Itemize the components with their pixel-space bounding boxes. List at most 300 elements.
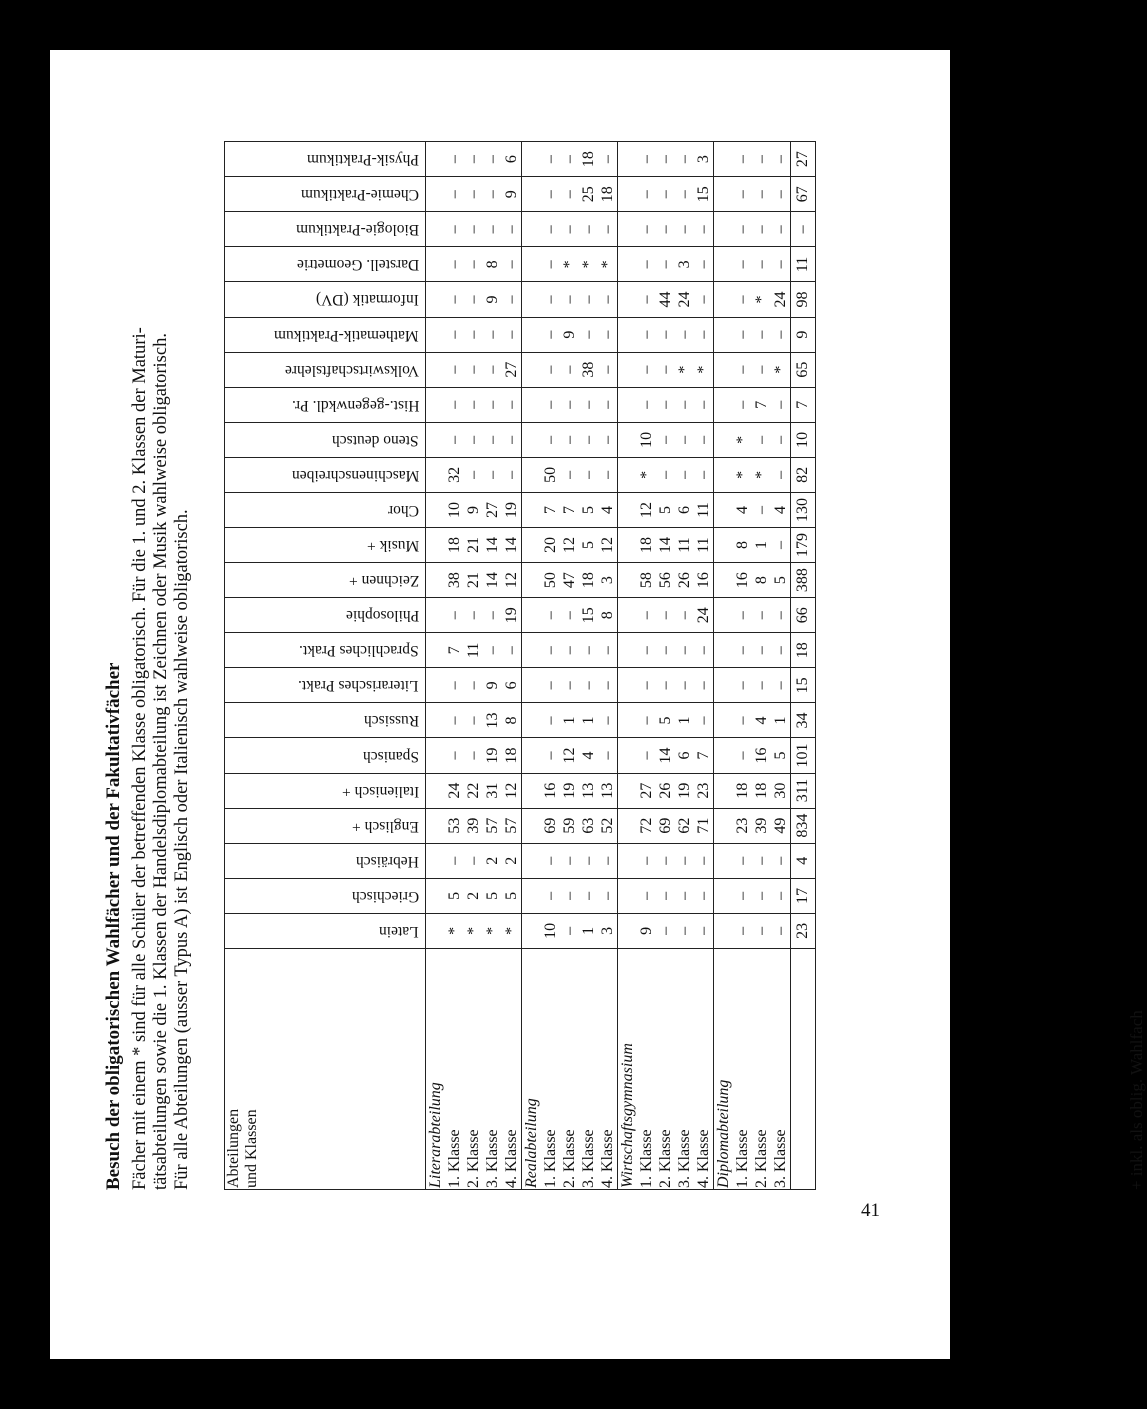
table-cell [618, 703, 714, 738]
cell-value: – [542, 681, 559, 690]
cell-value: 4 [580, 751, 597, 760]
cell-value: – [753, 856, 770, 865]
corner-label: und Klassen [243, 1109, 260, 1188]
cell-spacer [426, 459, 445, 491]
cell-value: – [695, 470, 712, 479]
corner-header [225, 948, 426, 1189]
cell-spacer [618, 669, 637, 701]
cell-value: – [638, 400, 655, 409]
cell-value: – [599, 470, 616, 479]
cell-value: 58 [638, 572, 655, 589]
cell-value: – [542, 646, 559, 655]
cell-spacer [426, 213, 445, 245]
cell-value: – [580, 435, 597, 444]
cell-spacer [522, 775, 541, 807]
cell-value: – [542, 295, 559, 304]
cell-value: – [772, 856, 789, 865]
cell-value: 18 [734, 782, 751, 799]
table-cell [426, 282, 522, 317]
table-cell [618, 808, 714, 843]
cell-value: 12 [503, 572, 520, 589]
cell-spacer [522, 494, 541, 526]
total-cell: 82 [791, 457, 816, 492]
cell-spacer [618, 319, 637, 351]
column-label: Latein [379, 922, 419, 940]
cell-value: 19 [503, 607, 520, 624]
cell-spacer [426, 704, 445, 736]
cell-value: * [734, 470, 751, 479]
table-cell [618, 563, 714, 598]
total-cell: 179 [791, 528, 816, 563]
cell-spacer [522, 213, 541, 245]
table-cell [426, 422, 522, 457]
cell-value: – [657, 400, 674, 409]
cell-value: – [676, 330, 693, 339]
cell-spacer [426, 669, 445, 701]
total-cell: 130 [791, 492, 816, 527]
total-cell: 65 [791, 352, 816, 387]
cell-value: – [638, 751, 655, 760]
class-label: 2. Klasse [753, 1129, 770, 1188]
cell-value: – [542, 155, 559, 164]
cell-value: * [484, 926, 501, 935]
cell-value: – [542, 435, 559, 444]
table-cell [522, 317, 618, 352]
column-label: Chemie-Praktikum [301, 186, 419, 204]
cell-value: 49 [772, 817, 789, 834]
column-header [225, 913, 426, 948]
total-cell: 15 [791, 668, 816, 703]
table-cell [714, 878, 791, 913]
cell-value: 7 [753, 400, 770, 409]
cell-spacer [618, 494, 637, 526]
cell-value: – [772, 926, 789, 935]
cell-value: – [676, 681, 693, 690]
table-cell [714, 282, 791, 317]
cell-spacer [522, 634, 541, 666]
cell-value: – [676, 891, 693, 900]
table-cell [522, 247, 618, 282]
cell-value: – [657, 330, 674, 339]
table-cell [522, 492, 618, 527]
cell-value: 5 [484, 891, 501, 900]
cell-value: – [638, 330, 655, 339]
cell-spacer [522, 739, 541, 771]
cell-spacer [618, 389, 637, 421]
cell-value: 5 [657, 505, 674, 514]
table-cell [714, 668, 791, 703]
cell-value: – [503, 470, 520, 479]
table-cell [522, 703, 618, 738]
cell-value: 9 [503, 190, 520, 199]
cell-value: – [542, 225, 559, 234]
cell-value: – [561, 190, 578, 199]
table-cell [618, 422, 714, 457]
cell-value: 5 [772, 576, 789, 585]
cell-value: – [465, 260, 482, 269]
cell-value: – [599, 365, 616, 374]
total-cell: 834 [791, 808, 816, 843]
table-cell [618, 633, 714, 668]
cell-value: 31 [484, 782, 501, 799]
cell-spacer [618, 599, 637, 631]
cell-value: – [599, 891, 616, 900]
intro-line: Für alle Abteilungen (ausser Typus A) ist Englisch oder Italienisch wahlweise obligatorisch. [172, 509, 192, 1190]
column-header [225, 773, 426, 808]
table-cell [618, 247, 714, 282]
column-header [225, 457, 426, 492]
cell-value: – [772, 330, 789, 339]
cell-value: – [657, 225, 674, 234]
cell-value: 5 [503, 891, 520, 900]
cell-value: – [465, 751, 482, 760]
cell-value: 1 [772, 716, 789, 725]
cell-value: – [676, 646, 693, 655]
cell-value: 14 [503, 537, 520, 554]
cell-value: 57 [484, 817, 501, 834]
cell-value: 62 [676, 817, 693, 834]
column-label: Sprachliches Prakt. [299, 642, 419, 660]
cell-value: – [734, 891, 751, 900]
table-cell [522, 738, 618, 773]
cell-value: – [446, 856, 463, 865]
cell-value: 7 [561, 505, 578, 514]
cell-value: – [580, 400, 597, 409]
page-title: Besuch der obligatorischen Wahlfächer und der Fakultativfächer [103, 662, 124, 1190]
cell-value: – [734, 716, 751, 725]
cell-value: – [446, 400, 463, 409]
cell-spacer [426, 529, 445, 561]
cell-value: 27 [484, 501, 501, 518]
cell-value: – [503, 295, 520, 304]
cell-value: – [561, 435, 578, 444]
cell-value: – [638, 225, 655, 234]
table-cell [522, 528, 618, 563]
class-label: 2. Klasse [561, 1129, 578, 1188]
table-cell [426, 177, 522, 212]
cell-value: – [542, 716, 559, 725]
cell-value: – [772, 611, 789, 620]
column-header [225, 177, 426, 212]
cell-value: – [503, 260, 520, 269]
cell-value: 1 [676, 716, 693, 725]
cell-value: 5 [657, 716, 674, 725]
table-cell [714, 247, 791, 282]
cell-value: 26 [657, 782, 674, 799]
cell-value: – [695, 681, 712, 690]
cell-spacer [618, 915, 637, 947]
table-cell [618, 738, 714, 773]
cell-value: 19 [561, 782, 578, 799]
cell-value: 14 [484, 537, 501, 554]
cell-spacer [714, 494, 733, 526]
cell-value: – [657, 856, 674, 865]
cell-value: * [772, 365, 789, 374]
cell-value: 7 [446, 646, 463, 655]
cell-value: 18 [446, 537, 463, 554]
cell-value: 20 [542, 537, 559, 554]
cell-value: – [561, 646, 578, 655]
cell-value: – [638, 716, 655, 725]
cell-value: 6 [503, 681, 520, 690]
cell-value: 4 [734, 505, 751, 514]
cell-value: – [734, 611, 751, 620]
table-cell [426, 492, 522, 527]
cell-spacer [618, 354, 637, 386]
cell-value: – [503, 225, 520, 234]
total-cell: 311 [791, 773, 816, 808]
cell-value: – [753, 505, 770, 514]
total-cell: 388 [791, 563, 816, 598]
cell-value: 16 [542, 782, 559, 799]
table-cell [618, 212, 714, 247]
cell-spacer [714, 529, 733, 561]
cell-value: – [465, 155, 482, 164]
cell-value: 39 [753, 817, 770, 834]
cell-value: – [484, 225, 501, 234]
cell-value: – [734, 926, 751, 935]
cell-value: – [772, 891, 789, 900]
cell-spacer [618, 564, 637, 596]
cell-spacer [618, 424, 637, 456]
cell-value: 12 [599, 537, 616, 554]
column-label: Chor [388, 501, 419, 519]
column-header [225, 492, 426, 527]
table-cell [714, 703, 791, 738]
cell-value: – [484, 155, 501, 164]
cell-value: 38 [580, 361, 597, 378]
table-cell [522, 633, 618, 668]
cell-value: – [772, 400, 789, 409]
column-label: Volkswirtschaftslehre [284, 361, 419, 379]
cell-value: – [484, 646, 501, 655]
table-cell [426, 878, 522, 913]
total-cell: 27 [791, 142, 816, 177]
cell-spacer [618, 213, 637, 245]
cell-spacer [426, 915, 445, 947]
group-name: Realabteilung [523, 1098, 540, 1188]
cell-value: – [676, 856, 693, 865]
cell-value: – [657, 190, 674, 199]
column-header [225, 633, 426, 668]
cell-value: – [542, 751, 559, 760]
cell-value: 53 [446, 817, 463, 834]
cell-value: 18 [638, 537, 655, 554]
cell-value: 5 [446, 891, 463, 900]
column-header [225, 282, 426, 317]
cell-value: 8 [599, 611, 616, 620]
column-label: Maschinenschreiben [291, 466, 419, 484]
cell-value: – [638, 295, 655, 304]
cell-value: 59 [561, 817, 578, 834]
cell-value: – [446, 155, 463, 164]
table-cell [618, 352, 714, 387]
cell-value: – [599, 155, 616, 164]
cell-value: – [753, 365, 770, 374]
cell-spacer [714, 248, 733, 280]
cell-value: – [580, 856, 597, 865]
total-cell: 7 [791, 387, 816, 422]
cell-value: 11 [465, 642, 482, 658]
total-cell: 10 [791, 422, 816, 457]
cell-spacer [522, 529, 541, 561]
cell-value: – [465, 225, 482, 234]
cell-value: 72 [638, 817, 655, 834]
cell-value: – [561, 470, 578, 479]
cell-value: – [599, 716, 616, 725]
cell-value: – [695, 716, 712, 725]
cell-spacer [714, 424, 733, 456]
table-cell [714, 598, 791, 633]
total-cell: 18 [791, 633, 816, 668]
column-header [225, 668, 426, 703]
column-header [225, 317, 426, 352]
cell-spacer [618, 529, 637, 561]
column-label: Hist.-gegenwkdl. Pr. [291, 396, 419, 414]
cell-value: – [657, 926, 674, 935]
class-label: 3. Klasse [580, 1129, 597, 1188]
cell-value: – [753, 435, 770, 444]
cell-value: – [734, 400, 751, 409]
cell-value: – [580, 681, 597, 690]
cell-value: 3 [599, 576, 616, 585]
cell-value: – [503, 435, 520, 444]
class-label: 4. Klasse [695, 1129, 712, 1188]
cell-value: – [446, 681, 463, 690]
class-label: 1. Klasse [734, 1129, 751, 1188]
table-cell [522, 282, 618, 317]
cell-value: 71 [695, 817, 712, 834]
cell-value: 9 [465, 505, 482, 514]
column-header [225, 528, 426, 563]
column-label: Philosophie [345, 607, 419, 625]
cell-value: 47 [561, 572, 578, 589]
column-header [225, 142, 426, 177]
cell-value: 6 [676, 505, 693, 514]
cell-spacer [522, 564, 541, 596]
cell-value: – [465, 611, 482, 620]
cell-spacer [714, 739, 733, 771]
table-cell [522, 457, 618, 492]
table-cell [426, 457, 522, 492]
cell-spacer [426, 775, 445, 807]
cell-value: – [734, 751, 751, 760]
total-cell: 11 [791, 247, 816, 282]
total-cell: 98 [791, 282, 816, 317]
cell-value: 2 [465, 891, 482, 900]
cell-value: 1 [580, 926, 597, 935]
column-label: Darstell. Geometrie [296, 256, 419, 274]
cell-spacer [522, 354, 541, 386]
cell-value: – [561, 295, 578, 304]
cell-value: – [599, 856, 616, 865]
cell-spacer [618, 283, 637, 315]
cell-value: 14 [657, 537, 674, 554]
cell-value: 9 [484, 295, 501, 304]
cell-spacer [522, 319, 541, 351]
table-cell [522, 212, 618, 247]
table-cell [522, 352, 618, 387]
table-cell [618, 177, 714, 212]
cell-value: – [503, 646, 520, 655]
table-cell [714, 528, 791, 563]
cell-value: – [580, 295, 597, 304]
cell-value: – [676, 470, 693, 479]
cell-value: – [734, 295, 751, 304]
table-cell [714, 492, 791, 527]
cell-value: 18 [580, 572, 597, 589]
cell-spacer [426, 389, 445, 421]
cell-value: – [542, 190, 559, 199]
cell-value: – [465, 716, 482, 725]
cell-value: 16 [695, 572, 712, 589]
table-cell [618, 142, 714, 177]
cell-value: – [676, 435, 693, 444]
cell-value: – [542, 365, 559, 374]
cell-value: – [561, 611, 578, 620]
table-cell [522, 773, 618, 808]
cell-value: 11 [695, 537, 712, 553]
cell-value: 25 [580, 186, 597, 203]
cell-value: 12 [561, 537, 578, 554]
table-cell [618, 317, 714, 352]
column-label: Mathematik-Praktikum [274, 326, 419, 344]
cell-value: 5 [772, 751, 789, 760]
table-cell [426, 212, 522, 247]
cell-value: – [465, 190, 482, 199]
totals-label [791, 948, 816, 1189]
table-cell [618, 668, 714, 703]
table-cell [714, 352, 791, 387]
cell-value: – [695, 926, 712, 935]
cell-value: – [484, 611, 501, 620]
table-cell [618, 387, 714, 422]
cell-value: 12 [638, 501, 655, 518]
column-header [225, 843, 426, 878]
cell-value: 15 [580, 607, 597, 624]
column-header [225, 563, 426, 598]
cell-value: – [657, 611, 674, 620]
cell-spacer [522, 880, 541, 912]
column-label: Zeichnen + [348, 572, 419, 590]
cell-spacer [522, 810, 541, 842]
cell-value: 39 [465, 817, 482, 834]
column-label: Italienisch + [341, 782, 419, 800]
table-cell [714, 457, 791, 492]
cell-value: 50 [542, 572, 559, 589]
cell-value: – [638, 681, 655, 690]
cell-value: – [599, 295, 616, 304]
cell-spacer [426, 634, 445, 666]
cell-spacer [618, 634, 637, 666]
table-cell [426, 317, 522, 352]
cell-spacer [426, 354, 445, 386]
intro-line: tätsabteilungen sowie die 1. Klassen der Handelsdiplomabteilung ist Zeichnen oder Musik wahlweise obligatorisch. [151, 333, 171, 1190]
cell-spacer [714, 915, 733, 947]
cell-value: 26 [676, 572, 693, 589]
cell-value: – [676, 611, 693, 620]
cell-value: * [676, 365, 693, 374]
cell-value: – [772, 435, 789, 444]
column-label: Physik-Praktikum [307, 151, 419, 169]
cell-value: – [465, 435, 482, 444]
cell-value: – [657, 646, 674, 655]
cell-value: – [446, 365, 463, 374]
cell-value: 7 [542, 505, 559, 514]
cell-spacer [426, 880, 445, 912]
cell-value: 13 [599, 782, 616, 799]
cell-value: – [753, 225, 770, 234]
